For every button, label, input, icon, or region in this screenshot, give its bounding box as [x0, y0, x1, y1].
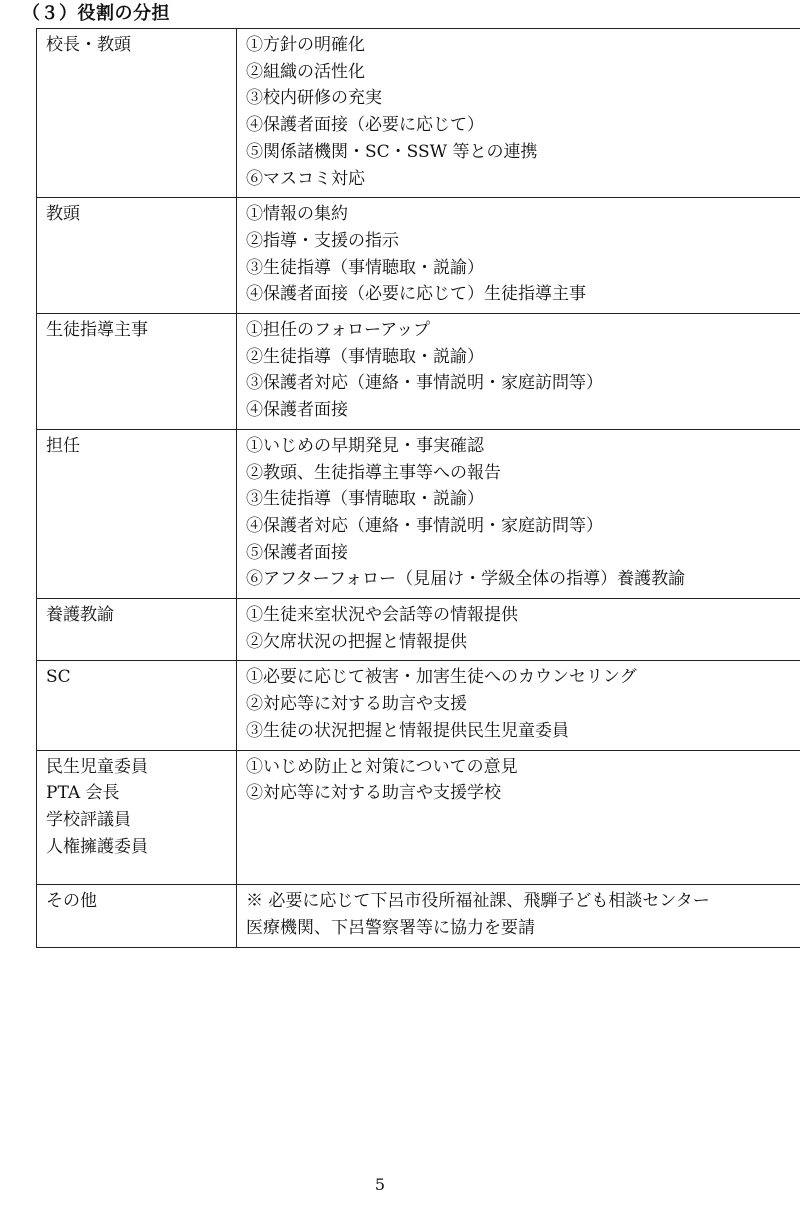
duty-cell [237, 314, 800, 430]
duty-item: ①生徒来室状況や会話等の情報提供 [246, 605, 518, 626]
table-row [37, 661, 800, 750]
role-cell [37, 29, 237, 198]
table-row [37, 885, 800, 947]
duty-cell [237, 661, 800, 750]
role-cell [37, 750, 237, 885]
duty-item: ②欠席状況の把握と情報提供 [246, 631, 467, 652]
role-cell [37, 429, 237, 598]
table-row [37, 29, 800, 198]
role-cell [37, 198, 237, 314]
duty-item: ②対応等に対する助言や支援 [246, 694, 467, 715]
duty-item: ④保護者面接（必要に応じて）生徒指導主事 [246, 284, 586, 305]
role-label: 人権擁護委員 [46, 836, 148, 857]
duty-item: ④保護者面接 [246, 400, 348, 421]
duty-cell [237, 750, 800, 885]
role-assignment-table [36, 28, 800, 948]
duty-item: ⑤保護者面接 [246, 542, 348, 563]
duty-item: ②指導・支援の指示 [246, 230, 399, 251]
duty-item: ⑤関係諸機関・SC・SSW 等との連携 [246, 141, 538, 162]
table-row [37, 750, 800, 885]
duty-item: ⑥マスコミ対応 [246, 168, 365, 189]
role-cell [37, 661, 237, 750]
table-row [37, 314, 800, 430]
table-row [37, 429, 800, 598]
role-label: 担任 [46, 435, 80, 456]
role-label: SC [46, 667, 71, 688]
duty-item: ③保護者対応（連絡・事情説明・家庭訪問等） [246, 373, 603, 394]
duty-item: ②組織の活性化 [246, 61, 365, 82]
duty-item: ④保護者対応（連絡・事情説明・家庭訪問等） [246, 515, 603, 536]
duty-cell [237, 198, 800, 314]
page-number: 5 [374, 1175, 386, 1194]
duty-item: ②教頭、生徒指導主事等への報告 [246, 462, 501, 483]
role-label: 学校評議員 [46, 809, 131, 830]
duty-item: ③生徒の状況把握と情報提供民生児童委員 [246, 720, 569, 741]
duty-item: ①情報の集約 [246, 204, 348, 225]
duty-cell [237, 885, 800, 947]
role-label: その他 [46, 891, 97, 912]
role-label: 民生児童委員 [46, 756, 148, 777]
role-label: 教頭 [46, 204, 80, 225]
duty-item: ③生徒指導（事情聴取・説諭） [246, 257, 484, 278]
table-row [37, 599, 800, 661]
role-cell [37, 599, 237, 661]
duty-item: ②対応等に対する助言や支援学校 [246, 783, 501, 804]
duty-cell [237, 429, 800, 598]
role-cell [37, 885, 237, 947]
duty-item: ※ 必要に応じて下呂市役所福祉課、飛騨子ども相談センター [246, 891, 710, 912]
role-cell [37, 314, 237, 430]
duty-item: ③生徒指導（事情聴取・説諭） [246, 489, 484, 510]
duty-cell [237, 599, 800, 661]
role-label: 養護教諭 [46, 605, 114, 626]
duty-item: ②生徒指導（事情聴取・説諭） [246, 346, 484, 367]
duty-item: ①いじめの早期発見・事実確認 [246, 435, 484, 456]
role-label: 校長・教頭 [46, 35, 131, 55]
duty-item: ①方針の明確化 [246, 35, 365, 55]
duty-item: ④保護者面接（必要に応じて） [246, 115, 484, 136]
duty-item: ①いじめ防止と対策についての意見 [246, 756, 518, 777]
duty-cell [237, 29, 800, 198]
section-heading: （３）役割の分担 [22, 3, 170, 24]
duty-item: ⑥アフターフォロー（見届け・学級全体の指導）養護教諭 [246, 569, 686, 590]
role-label: PTA 会長 [46, 783, 120, 804]
duty-item: ③校内研修の充実 [246, 88, 382, 109]
duty-item: ①担任のフォローアップ [246, 320, 431, 341]
duty-item: 医療機関、下呂警察署等に協力を要請 [246, 918, 535, 939]
role-label: 生徒指導主事 [46, 320, 148, 341]
duty-item: ①必要に応じて被害・加害生徒へのカウンセリング [246, 667, 637, 688]
table-row [37, 198, 800, 314]
